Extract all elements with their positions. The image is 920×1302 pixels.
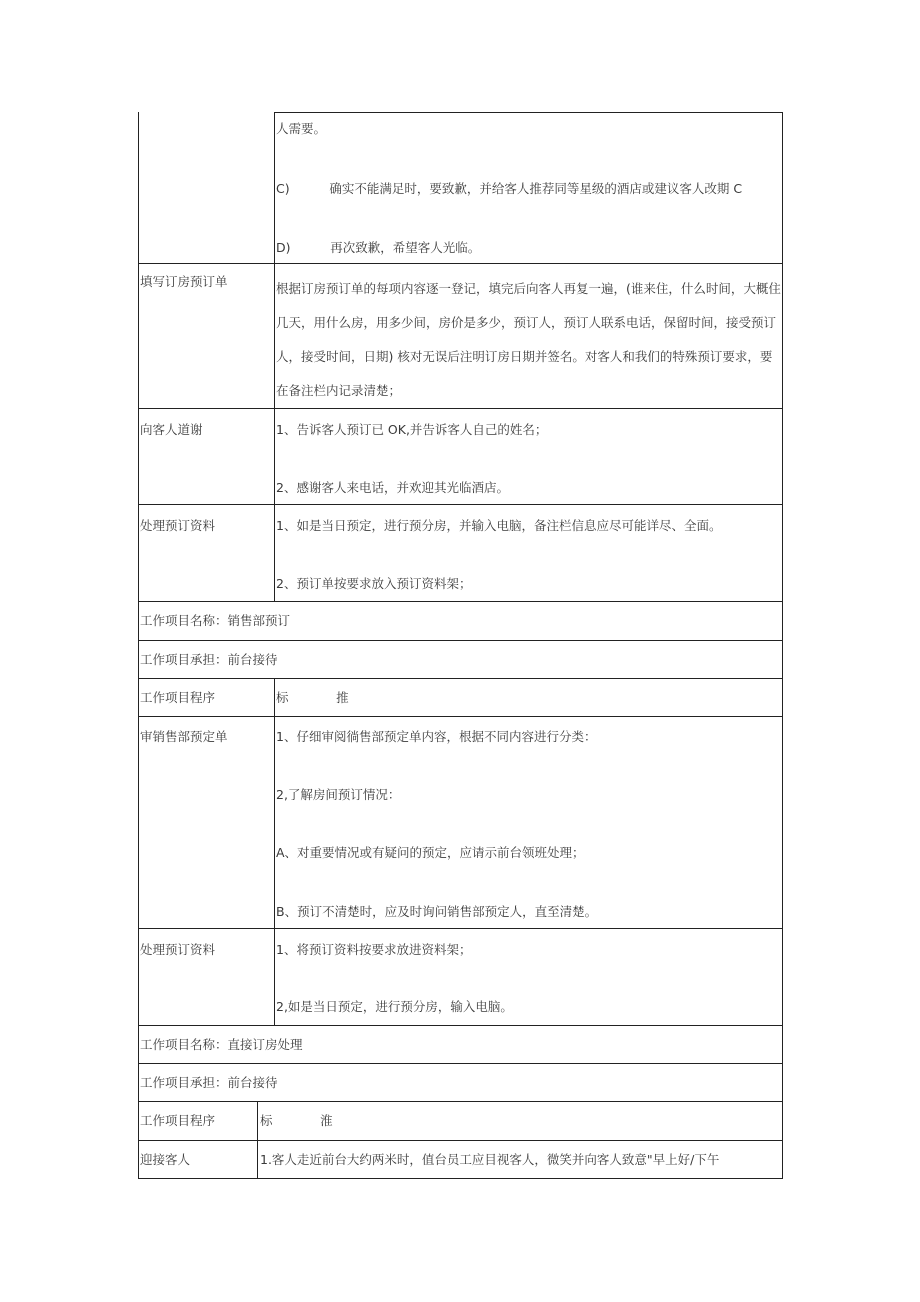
table-border	[274, 112, 275, 601]
row-label: 迎接客人	[140, 1152, 191, 1167]
table-border	[138, 1101, 783, 1102]
section-title: 工作项目承担：前台接待	[140, 652, 278, 667]
table-border	[138, 640, 783, 641]
cell-text: B、预订不清楚时，应及时询问销售部预定人，直至清楚。	[276, 904, 598, 919]
section-title: 工作项目承担：前台接待	[140, 1075, 278, 1090]
row-label: 工作项目程序	[140, 1113, 216, 1128]
table-border	[274, 112, 783, 113]
table-border	[138, 1178, 783, 1179]
table-border	[138, 408, 783, 409]
cell-text: C) 确实不能满足时，要致歉，并给客人推荐同等星级的酒店或建议客人改期 C	[276, 181, 743, 196]
section-title: 工作项目名称：销售部预订	[140, 613, 291, 628]
row-label: 工作项目程序	[140, 690, 216, 705]
cell-text: A、对重要情况或有疑问的预定，应请示前台领班处理；	[276, 845, 585, 860]
cell-paragraph: 根据订房预订单的每项内容逐一登记，填完后向客人再复一遍，(谁来住，什么时间，大概住几天，用什么房，用多少间，房价是多少，预订人，预订人联系电话，保留时间，接受预订人，接受时间，日期) 核对无误后注明订房日期并签名。对客人和我们的特殊预订要求，要在备注栏内记录清楚；	[276, 281, 781, 398]
row-label: 处理预订资料	[140, 518, 216, 533]
table-border	[138, 112, 139, 1179]
column-header: 标 推	[276, 690, 349, 705]
table-border	[138, 928, 783, 929]
cell-text: 人需要。	[276, 121, 327, 136]
table-border	[782, 112, 783, 1179]
table-border	[138, 678, 783, 679]
cell-text: 1、将预订资料按要求放进资料架；	[276, 942, 472, 957]
row-label: 审销售部预定单	[140, 729, 228, 744]
cell-text: 2,了解房间预订情况：	[276, 787, 401, 802]
table-border	[138, 504, 783, 505]
table-border	[138, 1063, 783, 1064]
cell-text: 1、告诉客人预订已 OK,并告诉客人自己的姓名；	[276, 422, 548, 437]
row-label: 填写订房预订单	[140, 274, 228, 289]
cell-text: 2、感谢客人来电话，并欢迎其光临酒店。	[276, 480, 509, 495]
table-border	[138, 716, 783, 717]
section-title: 工作项目名称：直接订房处理	[140, 1037, 303, 1052]
cell-text: 2、预订单按要求放入预订资料架；	[276, 576, 472, 591]
cell-text: D) 再次致歉，希望客人光临。	[276, 240, 481, 255]
table-border	[138, 263, 783, 264]
table-border	[274, 678, 275, 1025]
cell-text: 1.客人走近前台大约两米时，值台员工应目视客人，微笑并向客人致意"早上好/下午	[260, 1152, 720, 1167]
table-border	[138, 601, 783, 602]
table-border	[138, 1025, 783, 1026]
cell-text: 1、仔细审阅徜售部预定单内容，根据不同内容进行分类：	[276, 729, 597, 744]
cell-text: 2,如是当日预定，进行预分房，输入电脑。	[276, 999, 513, 1014]
row-label: 向客人道谢	[140, 422, 203, 437]
row-label: 处理预订资料	[140, 942, 216, 957]
table-border	[138, 1140, 783, 1141]
table-border	[257, 1101, 258, 1178]
cell-text: 1、如是当日预定，进行预分房，并输入电脑，备注栏信息应尽可能详尽、全面。	[276, 518, 722, 533]
column-header: 标 淮	[260, 1113, 333, 1128]
